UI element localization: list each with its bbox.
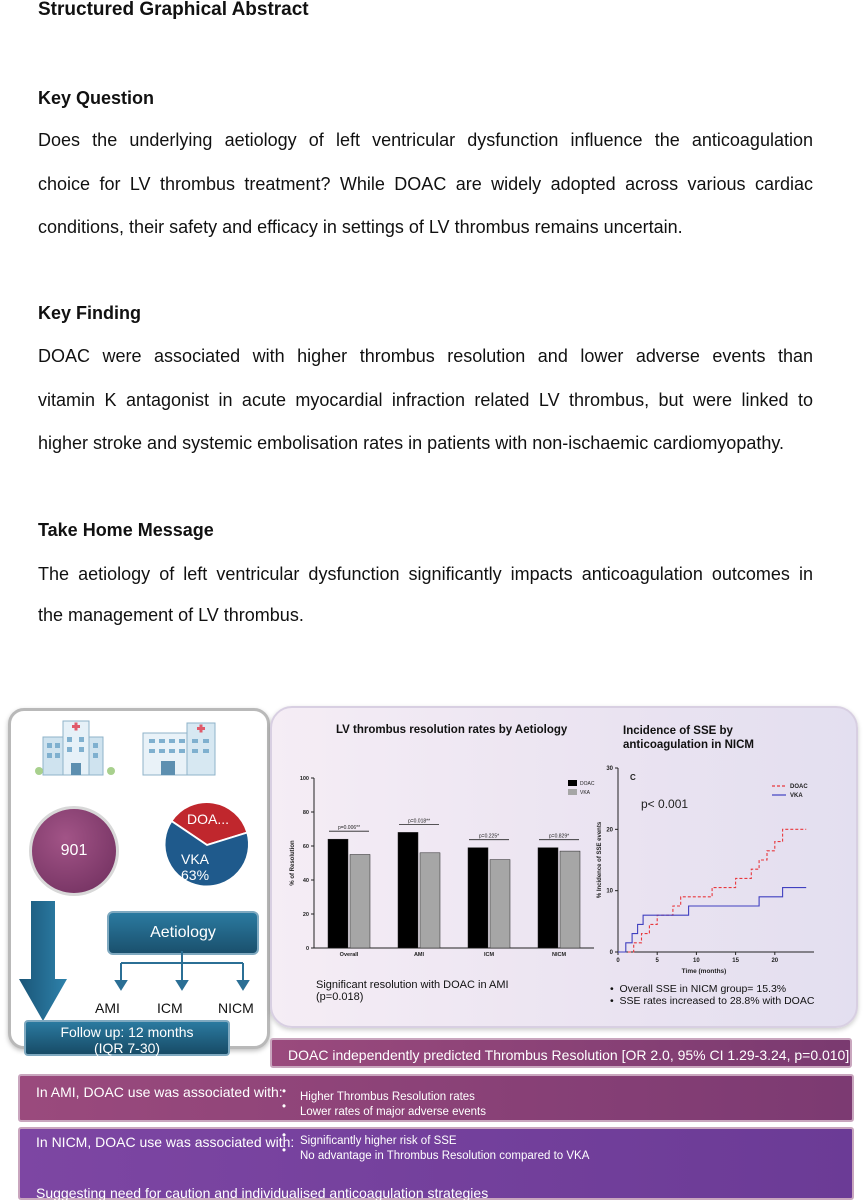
study-overview-panel: [8, 708, 270, 1049]
y-axis-label: % Incidence of SSE events: [597, 821, 603, 899]
prediction-text: DOAC independently predicted Thrombus Resolution [OR 2.0, 95% CI 1.29-3.24, p=0.010]: [288, 1047, 850, 1063]
bar-doac: [328, 839, 348, 948]
ami-findings-list: [282, 1090, 486, 1120]
bar-vka: [560, 851, 580, 948]
x-tick-label: Overall: [339, 952, 359, 958]
pie-label-vka-pct: 63%: [181, 867, 210, 883]
aetiology-nicm: NICM: [218, 1000, 254, 1016]
bar-chart-note: [316, 979, 509, 1003]
follow-up-line: (IQR 7-30): [93, 1040, 161, 1056]
line-chart-title-line: Incidence of SSE by: [623, 725, 733, 737]
legend-swatch-vka: [568, 789, 577, 795]
list-item: • No advantage in Thrombus Resolution compared to VKA: [282, 1149, 589, 1164]
nicm-findings-list: [282, 1134, 589, 1164]
x-tick-label: 15: [732, 958, 739, 964]
x-tick-label: 20: [771, 958, 779, 964]
x-tick-label: 5: [655, 958, 659, 964]
sse-bullet: • SSE rates increased to 28.8% with DOAC: [610, 995, 815, 1007]
panel-label: C: [630, 773, 636, 782]
p-value-label: p=0.829*: [548, 833, 570, 840]
y-tick-label: 0: [305, 946, 309, 952]
hospital-icon: [137, 713, 227, 779]
hospital-icon: [33, 713, 123, 779]
series-line-vka: [618, 888, 806, 952]
x-tick-label: NICM: [551, 952, 567, 958]
key-finding-line: vitamin K antagonist in acute myocardial infraction related LV thrombus, but were linked to: [38, 390, 813, 410]
aetiology-ami: AMI: [95, 1000, 120, 1016]
bar-doac: [538, 848, 558, 948]
key-question-line: choice for LV thrombus treatment? While DOAC are widely adopted across various cardiac: [38, 174, 813, 194]
resolution-bar-chart: [284, 768, 604, 974]
legend-label: DOAC: [790, 784, 808, 790]
key-finding-line: DOAC were associated with higher thrombus resolution and lower adverse events than: [38, 346, 813, 366]
bar-chart-note-line: (p=0.018): [316, 991, 364, 1003]
follow-up-box: [24, 1020, 230, 1056]
page-title: Structured Graphical Abstract: [38, 0, 309, 20]
graphical-abstract: [0, 700, 867, 1200]
pie-label-doac: DOA...: [187, 811, 230, 827]
line-chart-title: [623, 724, 754, 752]
list-item: • Significantly higher risk of SSE: [282, 1134, 589, 1149]
p-value-label: p=0.225*: [478, 833, 500, 840]
key-finding-line: higher stroke and systemic embolisation rates in patients with non-ischaemic cardiomyopathy.: [38, 433, 785, 453]
recommendation-text: Suggesting need for caution and individualised anticoagulation strategies: [36, 1185, 489, 1201]
y-tick-label: 40: [302, 878, 309, 884]
x-tick-label: ICM: [483, 952, 495, 958]
y-axis-label: % of Resolution: [290, 840, 296, 886]
follow-up-line: Follow up: 12 months: [60, 1024, 194, 1040]
take-home-heading: Take Home Message: [38, 520, 214, 540]
sse-bullet: • Overall SSE in NICM group= 15.3%: [610, 983, 787, 995]
sse-bullet-text: Overall SSE in NICM group= 15.3%: [619, 983, 787, 995]
y-tick-label: 80: [302, 810, 309, 816]
y-tick-label: 0: [609, 950, 613, 956]
p-value-annotation: p< 0.001: [641, 797, 689, 811]
aetiology-icm: ICM: [157, 1000, 183, 1016]
key-question-line: Does the underlying aetiology of left ventricular dysfunction influence the anticoagulation: [38, 130, 813, 150]
legend-swatch-doac: [568, 780, 577, 786]
list-item: • Higher Thrombus Resolution rates: [282, 1090, 486, 1105]
bar-vka: [350, 855, 370, 949]
prediction-banner: [270, 1038, 852, 1068]
pie-label-vka: [181, 851, 209, 883]
list-item: • Lower rates of major adverse events: [282, 1105, 486, 1120]
sse-bullets: [610, 983, 822, 1007]
key-finding-heading: Key Finding: [38, 303, 141, 323]
pie-label-vka-name: VKA: [181, 851, 210, 867]
x-axis-label: Time (months): [681, 968, 727, 975]
aetiology-box: [107, 911, 259, 955]
x-tick-label: 10: [693, 958, 700, 964]
aetiology-branch-connector: [107, 951, 257, 991]
x-tick-label: AMI: [413, 952, 425, 958]
bar-chart-title: LV thrombus resolution rates by Aetiology: [336, 724, 568, 736]
line-chart-title-line: anticoagulation in NICM: [623, 739, 754, 751]
x-tick-label: 0: [616, 958, 620, 964]
ami-findings-title: In AMI, DOAC use was associated with:: [36, 1084, 283, 1100]
p-value-label: p=0.006**: [337, 825, 361, 832]
p-value-label: p=0.018**: [407, 818, 431, 825]
y-tick-label: 10: [606, 888, 613, 895]
ami-findings-band: [18, 1074, 854, 1122]
y-tick-label: 20: [302, 912, 309, 918]
take-home-line: The aetiology of left ventricular dysfunction significantly impacts anticoagulation outcomes in: [38, 564, 813, 584]
legend-label: VKA: [580, 790, 591, 796]
y-tick-label: 20: [606, 827, 613, 834]
legend-label: VKA: [790, 793, 803, 799]
nicm-findings-title: In NICM, DOAC use was associated with:: [36, 1134, 295, 1150]
y-tick-label: 60: [302, 844, 309, 850]
bar-doac: [398, 832, 418, 948]
bar-vka: [420, 853, 440, 948]
down-arrow-icon: [17, 901, 69, 1023]
bar-chart-note-line: Significant resolution with DOAC in AMI: [316, 979, 509, 991]
bar-doac: [468, 848, 488, 948]
key-question-heading: Key Question: [38, 88, 155, 108]
y-tick-label: 100: [299, 776, 309, 782]
series-line-doac: [618, 829, 806, 952]
nicm-findings-band: [18, 1127, 854, 1200]
legend-label: DOAC: [580, 781, 595, 787]
patient-count-circle: [29, 806, 119, 896]
take-home-line: the management of LV thrombus.: [38, 605, 304, 625]
y-tick-label: 30: [606, 766, 613, 772]
bar-vka: [490, 860, 510, 948]
sse-incidence-line-chart: [590, 760, 818, 980]
patient-count: 901: [60, 842, 88, 859]
sse-bullet-text: SSE rates increased to 28.8% with DOAC: [619, 995, 815, 1007]
aetiology-title: Aetiology: [150, 924, 216, 941]
key-question-line: conditions, their safety and efficacy in settings of LV thrombus remains uncertain.: [38, 217, 683, 237]
